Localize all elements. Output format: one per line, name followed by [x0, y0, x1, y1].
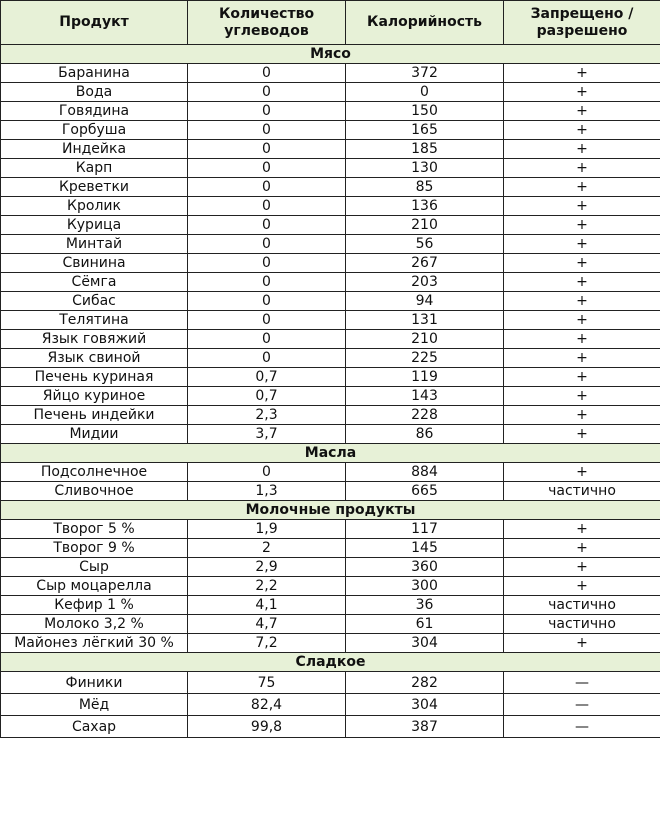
- cell-product: Печень куриная: [1, 368, 188, 387]
- cell-calories: 143: [346, 387, 504, 406]
- cell-calories: 165: [346, 121, 504, 140]
- cell-calories: 282: [346, 672, 504, 694]
- cell-carbs: 4,1: [188, 596, 346, 615]
- section-title: Мясо: [1, 45, 660, 64]
- cell-calories: 119: [346, 368, 504, 387]
- cell-status: —: [504, 672, 660, 694]
- table-row: [1, 140, 660, 159]
- cell-carbs: 0: [188, 159, 346, 178]
- cell-product: Творог 9 %: [1, 539, 188, 558]
- table-row: [1, 235, 660, 254]
- table-row: [1, 273, 660, 292]
- table-row: [1, 406, 660, 425]
- cell-carbs: 0: [188, 121, 346, 140]
- cell-calories: 131: [346, 311, 504, 330]
- cell-product: Сёмга: [1, 273, 188, 292]
- section-title: Масла: [1, 444, 660, 463]
- cell-status: +: [504, 216, 660, 235]
- cell-product: Молоко 3,2 %: [1, 615, 188, 634]
- cell-status: +: [504, 121, 660, 140]
- cell-product: Телятина: [1, 311, 188, 330]
- cell-status: +: [504, 235, 660, 254]
- cell-product: Кролик: [1, 197, 188, 216]
- section-row: [1, 45, 660, 64]
- table-row: [1, 577, 660, 596]
- cell-calories: 36: [346, 596, 504, 615]
- table-row: [1, 121, 660, 140]
- cell-calories: 61: [346, 615, 504, 634]
- cell-calories: 94: [346, 292, 504, 311]
- table-row: [1, 349, 660, 368]
- cell-status: +: [504, 64, 660, 83]
- cell-calories: 85: [346, 178, 504, 197]
- table-row: [1, 539, 660, 558]
- cell-status: +: [504, 197, 660, 216]
- cell-calories: 210: [346, 216, 504, 235]
- cell-calories: 130: [346, 159, 504, 178]
- cell-calories: 150: [346, 102, 504, 121]
- cell-product: Креветки: [1, 178, 188, 197]
- cell-product: Творог 5 %: [1, 520, 188, 539]
- cell-product: Кефир 1 %: [1, 596, 188, 615]
- cell-calories: 304: [346, 694, 504, 716]
- cell-product: Финики: [1, 672, 188, 694]
- table-row: [1, 694, 660, 716]
- cell-calories: 210: [346, 330, 504, 349]
- cell-calories: 665: [346, 482, 504, 501]
- cell-calories: 228: [346, 406, 504, 425]
- cell-carbs: 1,3: [188, 482, 346, 501]
- cell-calories: 136: [346, 197, 504, 216]
- table-row: [1, 596, 660, 615]
- cell-carbs: 0: [188, 216, 346, 235]
- cell-status: +: [504, 577, 660, 596]
- table-row: [1, 216, 660, 235]
- cell-status: частично: [504, 596, 660, 615]
- cell-status: +: [504, 140, 660, 159]
- header-carbs: Количество углеводов: [188, 1, 346, 45]
- cell-status: +: [504, 254, 660, 273]
- cell-product: Яйцо куриное: [1, 387, 188, 406]
- cell-status: +: [504, 558, 660, 577]
- section-row: [1, 444, 660, 463]
- cell-product: Карп: [1, 159, 188, 178]
- cell-calories: 56: [346, 235, 504, 254]
- cell-carbs: 0: [188, 254, 346, 273]
- cell-carbs: 2,3: [188, 406, 346, 425]
- cell-carbs: 0,7: [188, 387, 346, 406]
- cell-carbs: 0: [188, 292, 346, 311]
- cell-product: Индейка: [1, 140, 188, 159]
- cell-product: Вода: [1, 83, 188, 102]
- cell-product: Мидии: [1, 425, 188, 444]
- cell-status: +: [504, 387, 660, 406]
- cell-status: +: [504, 634, 660, 653]
- table-row: [1, 178, 660, 197]
- cell-status: частично: [504, 615, 660, 634]
- cell-product: Язык свиной: [1, 349, 188, 368]
- cell-carbs: 0: [188, 273, 346, 292]
- table-row: [1, 387, 660, 406]
- table-row: [1, 672, 660, 694]
- cell-status: +: [504, 368, 660, 387]
- table-row: [1, 368, 660, 387]
- table-row: [1, 254, 660, 273]
- table-row: [1, 520, 660, 539]
- cell-product: Язык говяжий: [1, 330, 188, 349]
- cell-carbs: 2,2: [188, 577, 346, 596]
- cell-carbs: 99,8: [188, 716, 346, 738]
- cell-status: —: [504, 694, 660, 716]
- cell-carbs: 0: [188, 197, 346, 216]
- cell-carbs: 4,7: [188, 615, 346, 634]
- cell-carbs: 0: [188, 178, 346, 197]
- table-row: [1, 425, 660, 444]
- cell-carbs: 1,9: [188, 520, 346, 539]
- cell-calories: 884: [346, 463, 504, 482]
- cell-product: Горбуша: [1, 121, 188, 140]
- cell-calories: 185: [346, 140, 504, 159]
- header-row: [1, 1, 660, 45]
- table-row: [1, 482, 660, 501]
- cell-status: +: [504, 273, 660, 292]
- cell-status: +: [504, 83, 660, 102]
- table-row: [1, 463, 660, 482]
- cell-status: +: [504, 292, 660, 311]
- table-row: [1, 64, 660, 83]
- table-body: [1, 45, 660, 738]
- cell-status: +: [504, 330, 660, 349]
- cell-status: частично: [504, 482, 660, 501]
- cell-product: Майонез лёгкий 30 %: [1, 634, 188, 653]
- section-row: [1, 653, 660, 672]
- cell-carbs: 2,9: [188, 558, 346, 577]
- cell-carbs: 0: [188, 140, 346, 159]
- section-title: Сладкое: [1, 653, 660, 672]
- cell-carbs: 0: [188, 102, 346, 121]
- cell-calories: 304: [346, 634, 504, 653]
- cell-status: +: [504, 406, 660, 425]
- cell-calories: 0: [346, 83, 504, 102]
- cell-calories: 203: [346, 273, 504, 292]
- cell-status: +: [504, 178, 660, 197]
- header-product: Продукт: [1, 1, 188, 45]
- cell-carbs: 0: [188, 463, 346, 482]
- cell-product: Курица: [1, 216, 188, 235]
- header-status: Запрещено / разрешено: [504, 1, 660, 45]
- table-row: [1, 330, 660, 349]
- cell-calories: 267: [346, 254, 504, 273]
- section-row: [1, 501, 660, 520]
- cell-status: +: [504, 463, 660, 482]
- cell-calories: 86: [346, 425, 504, 444]
- cell-status: +: [504, 159, 660, 178]
- cell-product: Сахар: [1, 716, 188, 738]
- table-row: [1, 159, 660, 178]
- cell-carbs: 0: [188, 64, 346, 83]
- table-row: [1, 102, 660, 121]
- cell-product: Сыр: [1, 558, 188, 577]
- cell-product: Свинина: [1, 254, 188, 273]
- cell-product: Сибас: [1, 292, 188, 311]
- cell-product: Подсолнечное: [1, 463, 188, 482]
- cell-carbs: 3,7: [188, 425, 346, 444]
- cell-product: Говядина: [1, 102, 188, 121]
- cell-carbs: 0: [188, 311, 346, 330]
- cell-carbs: 0: [188, 330, 346, 349]
- table-row: [1, 83, 660, 102]
- cell-calories: 225: [346, 349, 504, 368]
- table-row: [1, 197, 660, 216]
- cell-carbs: 75: [188, 672, 346, 694]
- cell-status: +: [504, 520, 660, 539]
- cell-product: Мёд: [1, 694, 188, 716]
- cell-carbs: 0: [188, 349, 346, 368]
- cell-calories: 117: [346, 520, 504, 539]
- cell-carbs: 0: [188, 83, 346, 102]
- header-calories: Калорийность: [346, 1, 504, 45]
- cell-product: Печень индейки: [1, 406, 188, 425]
- cell-calories: 145: [346, 539, 504, 558]
- section-title: Молочные продукты: [1, 501, 660, 520]
- cell-carbs: 2: [188, 539, 346, 558]
- cell-calories: 360: [346, 558, 504, 577]
- cell-carbs: 0,7: [188, 368, 346, 387]
- table-row: [1, 716, 660, 738]
- cell-product: Сливочное: [1, 482, 188, 501]
- cell-status: +: [504, 349, 660, 368]
- cell-product: Баранина: [1, 64, 188, 83]
- table-row: [1, 615, 660, 634]
- cell-status: +: [504, 102, 660, 121]
- table-row: [1, 292, 660, 311]
- cell-status: +: [504, 425, 660, 444]
- cell-calories: 300: [346, 577, 504, 596]
- table-row: [1, 634, 660, 653]
- cell-calories: 387: [346, 716, 504, 738]
- cell-product: Минтай: [1, 235, 188, 254]
- cell-status: —: [504, 716, 660, 738]
- cell-status: +: [504, 539, 660, 558]
- table-row: [1, 558, 660, 577]
- cell-carbs: 0: [188, 235, 346, 254]
- table-row: [1, 311, 660, 330]
- cell-calories: 372: [346, 64, 504, 83]
- cell-product: Сыр моцарелла: [1, 577, 188, 596]
- cell-carbs: 7,2: [188, 634, 346, 653]
- cell-status: +: [504, 311, 660, 330]
- cell-carbs: 82,4: [188, 694, 346, 716]
